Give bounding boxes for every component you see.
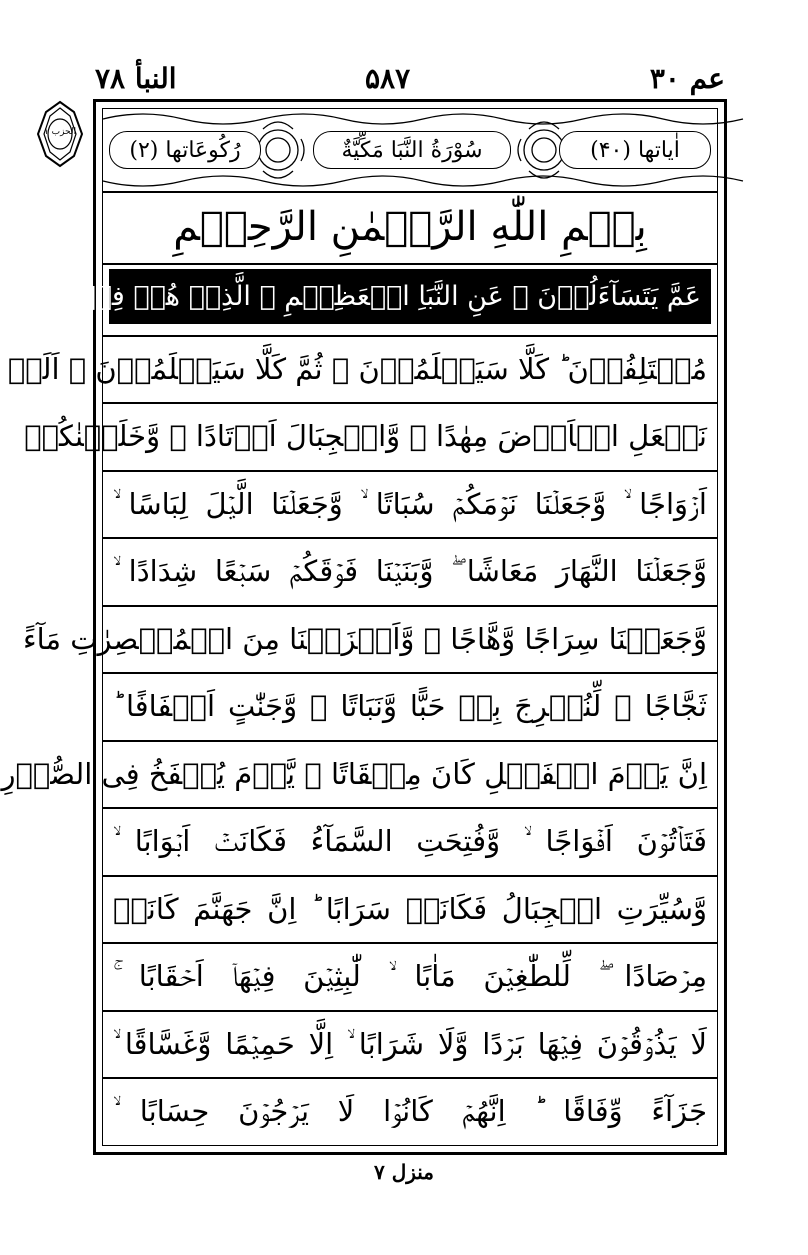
hizb-marker-ornament	[34, 100, 86, 168]
verse-line-11: مِرۡصَادًا ۖ لِّلطّٰغِيۡنَ مَاٰبًا ۙ لّٰبِثِيۡنَ فِيۡهَاۤ اَحۡقَابًا ۚ	[103, 944, 717, 1012]
verse-line-1: عَمَّ يَتَسَآءَلُوۡنَ ۚ عَنِ النَّبَاِ الۡعَظِيۡمِ ۙ الَّذِىۡ هُمۡ فِيۡهِ	[109, 269, 711, 324]
page-number: ۵۸۷	[365, 62, 411, 95]
verse-line-5: وَّجَعَلۡنَا النَّهَارَ مَعَاشًا ۖ وَّبَنَيۡنَا فَوۡقَكُمۡ سَبۡعًا شِدَادًا ۙ	[103, 539, 717, 607]
verse-line-4: اَزۡوَاجًا ۙ وَّجَعَلۡنَا نَوۡمَكُمۡ سُبَاتًا ۙ وَّجَعَلۡنَا الَّيۡلَ لِبَاسًا ۙ	[103, 472, 717, 540]
verse-line-3: نَجۡعَلِ الۡاَرۡضَ مِهٰدًا ۙ وَّالۡجِبَالَ اَوۡتَادًا ۞ وَّخَلَقۡنٰكُمۡ	[103, 404, 717, 472]
ruku-count-cartouche: رُکُوعَاتها (۲)	[109, 131, 261, 169]
surah-title: سُوْرَةُ النَّبَا مَكِّيَّةٌ	[313, 131, 511, 169]
verse-lines	[1, 263, 717, 1147]
verse-line-12: لَا يَذُوۡقُوۡنَ فِيۡهَا بَرۡدًا وَّلَا شَرَابًا ۙ اِلَّا حَمِيۡمًا وَّغَسَّاقًا ۙ	[103, 1012, 717, 1080]
ayat-count-cartouche: اٰیاتها (۴۰)	[559, 131, 711, 169]
surah-title-band	[103, 109, 717, 193]
verse-line-8: اِنَّ يَوۡمَ الۡفَصۡلِ كَانَ مِيۡقَاتًا ۙ يَّوۡمَ يُنۡفَخُ فِى الصُّوۡرِ	[103, 742, 717, 810]
highlighted-line-wrapper	[65, 269, 717, 337]
verse-line-13: جَزَآءً وِّفَاقًا ؕ اِنَّهُمۡ كَانُوۡا لَا يَرۡجُوۡنَ حِسَابًا ۙ	[113, 1094, 707, 1128]
verse-line-2: مُخۡتَلِفُوۡنَ ؕ كَلَّا سَيَعۡلَمُوۡنَ ۙ ثُمَّ كَلَّا سَيَعۡلَمُوۡنَ ۞ اَلَمۡ	[103, 337, 717, 405]
juz-name-header: عم ۳۰	[649, 62, 725, 95]
verse-line-9: فَتَاۡتُوۡنَ اَفۡوَاجًا ۙ وَّفُتِحَتِ السَّمَآءُ فَكَانَتۡ اَبۡوَابًا ۙ	[103, 809, 717, 877]
surah-name-header: النبأ ۷۸	[95, 62, 177, 95]
manzil-footer: منزل ۷	[373, 1160, 435, 1184]
page-header	[95, 58, 725, 100]
bismillah: بِسۡمِ اللّٰهِ الرَّحۡمٰنِ الرَّحِيۡمِ	[103, 191, 717, 265]
hizb-marker-label: الحزب ۱	[43, 127, 77, 137]
verse-line-10: وَّسُيِّرَتِ الۡجِبَالُ فَكَانَتۡ سَرَابًا ؕ اِنَّ جَهَنَّمَ كَانَتۡ	[103, 877, 717, 945]
verse-line-7: ثَجَّاجًا ۙ لِّنُخۡرِجَ بِهٖ حَبًّا وَّنَبَاتًا ۙ وَّجَنّٰتٍ اَلۡفَافًا ؕ	[103, 674, 717, 742]
verse-line-6: وَّجَعَلۡنَا سِرَاجًا وَّهَّاجًا ۖ وَّاَنۡزَلۡنَا مِنَ الۡمُعۡصِرٰتِ مَآءً	[103, 607, 717, 675]
